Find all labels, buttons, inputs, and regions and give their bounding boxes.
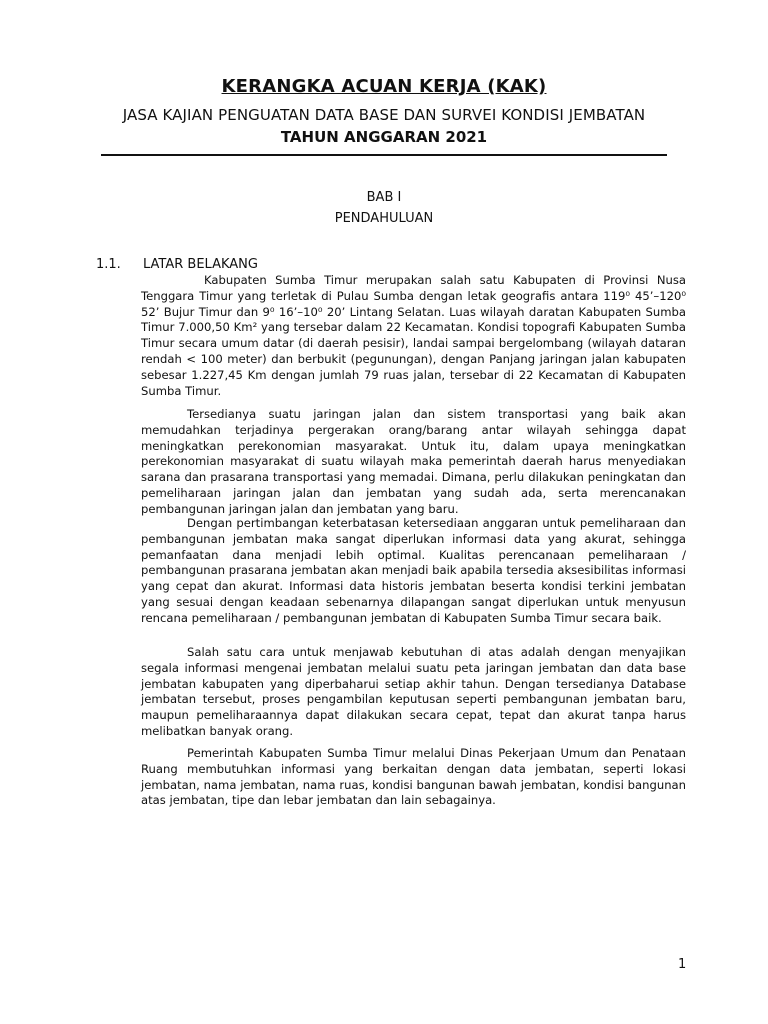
- paragraph: Tersedianya suatu jaringan jalan dan sistem transportasi yang baik akan memudahkan terjadinya pergerakan orang/barang antar wilayah sehingga dapat meningkatkan perekonomian masyarakat. Untuk itu, dalam upaya meningkatkan perekonomian masyarakat di suatu wilayah maka pemerintah daerah harus menyediakan sarana dan prasarana transportasi yang memadai. Dimana, perlu dilakukan peningkatan dan pemeliharaan jaringan jalan dan jembatan yang sudah ada, serta merencanakan pembangunan jaringan jalan dan jembatan yang baru.: [141, 407, 686, 516]
- fiscal-year-line: TAHUN ANGGARAN 2021: [280, 128, 488, 146]
- document-title: KERANGKA ACUAN KERJA (KAK): [221, 76, 547, 97]
- header-divider: [101, 154, 667, 156]
- paragraph: Dengan pertimbangan keterbatasan ketersediaan anggaran untuk pemeliharaan dan pembangunan jembatan maka sangat diperlukan informasi data yang akurat, sehingga pemanfaatan dana menjadi lebih optimal. Kualitas perencanaan pemeliharaan / pembangunan prasarana jembatan akan menjadi baik apabila tersedia aksesibilitas informasi yang cepat dan akurat. Informasi data historis jembatan beserta kondisi terkini jembatan yang sesuai dengan keadaan sebenarnya dilapangan sangat diperlukan untuk menyusun rencana pemeliharaan / pembangunan jembatan di Kabupaten Sumba Timur secara baik.: [141, 516, 686, 625]
- section-number: 1.1.: [96, 257, 121, 272]
- document-subtitle: JASA KAJIAN PENGUATAN DATA BASE DAN SURVEI KONDISI JEMBATAN: [122, 106, 646, 124]
- chapter-label: BAB I: [366, 190, 402, 205]
- paragraph: Salah satu cara untuk menjawab kebutuhan di atas adalah dengan menyajikan segala informasi mengenai jembatan melalui suatu peta jaringan jembatan dan data base jembatan kabupaten yang diperbaharui setiap akhir tahun. Dengan tersedianya Database jembatan tersebut, proses pengambilan keputusan seperti pembangunan jembatan baru, maupun pemeliharaannya dapat dilakukan secara cepat, tepat dan akurat tanpa harus melibatkan banyak orang.: [141, 645, 686, 738]
- paragraph: Pemerintah Kabupaten Sumba Timur melalui Dinas Pekerjaan Umum dan Penataan Ruang membutuhkan informasi yang berkaitan dengan data jembatan, seperti lokasi jembatan, nama jembatan, nama ruas, kondisi bangunan bawah jembatan, kondisi bangunan atas jembatan, tipe dan lebar jembatan dan lain sebagainya.: [141, 746, 686, 808]
- paragraph: Kabupaten Sumba Timur merupakan salah satu Kabupaten di Provinsi Nusa Tenggara Timur yang terletak di Pulau Sumba dengan letak geografis antara 119⁰ 45’–120⁰ 52’ Bujur Timur dan 9⁰ 16’–10⁰ 20’ Lintang Selatan. Luas wilayah daratan Kabupaten Sumba Timur 7.000,50 Km² yang tersebar dalam 22 Kecamatan. Kondisi topografi Kabupaten Sumba Timur secara umum datar (di daerah pesisir), landai sampai bergelombang (wilayah dataran rendah < 100 meter) dan berbukit (pegunungan), dengan Panjang jaringan jalan kabupaten sebesar 1.227,45 Km dengan jumlah 79 ruas jalan, tersebar di 22 Kecamatan di Kabupaten Sumba Timur.: [141, 273, 686, 398]
- section-title: LATAR BELAKANG: [143, 257, 258, 272]
- chapter-title: PENDAHULUAN: [334, 211, 434, 226]
- page-number: 1: [678, 957, 687, 972]
